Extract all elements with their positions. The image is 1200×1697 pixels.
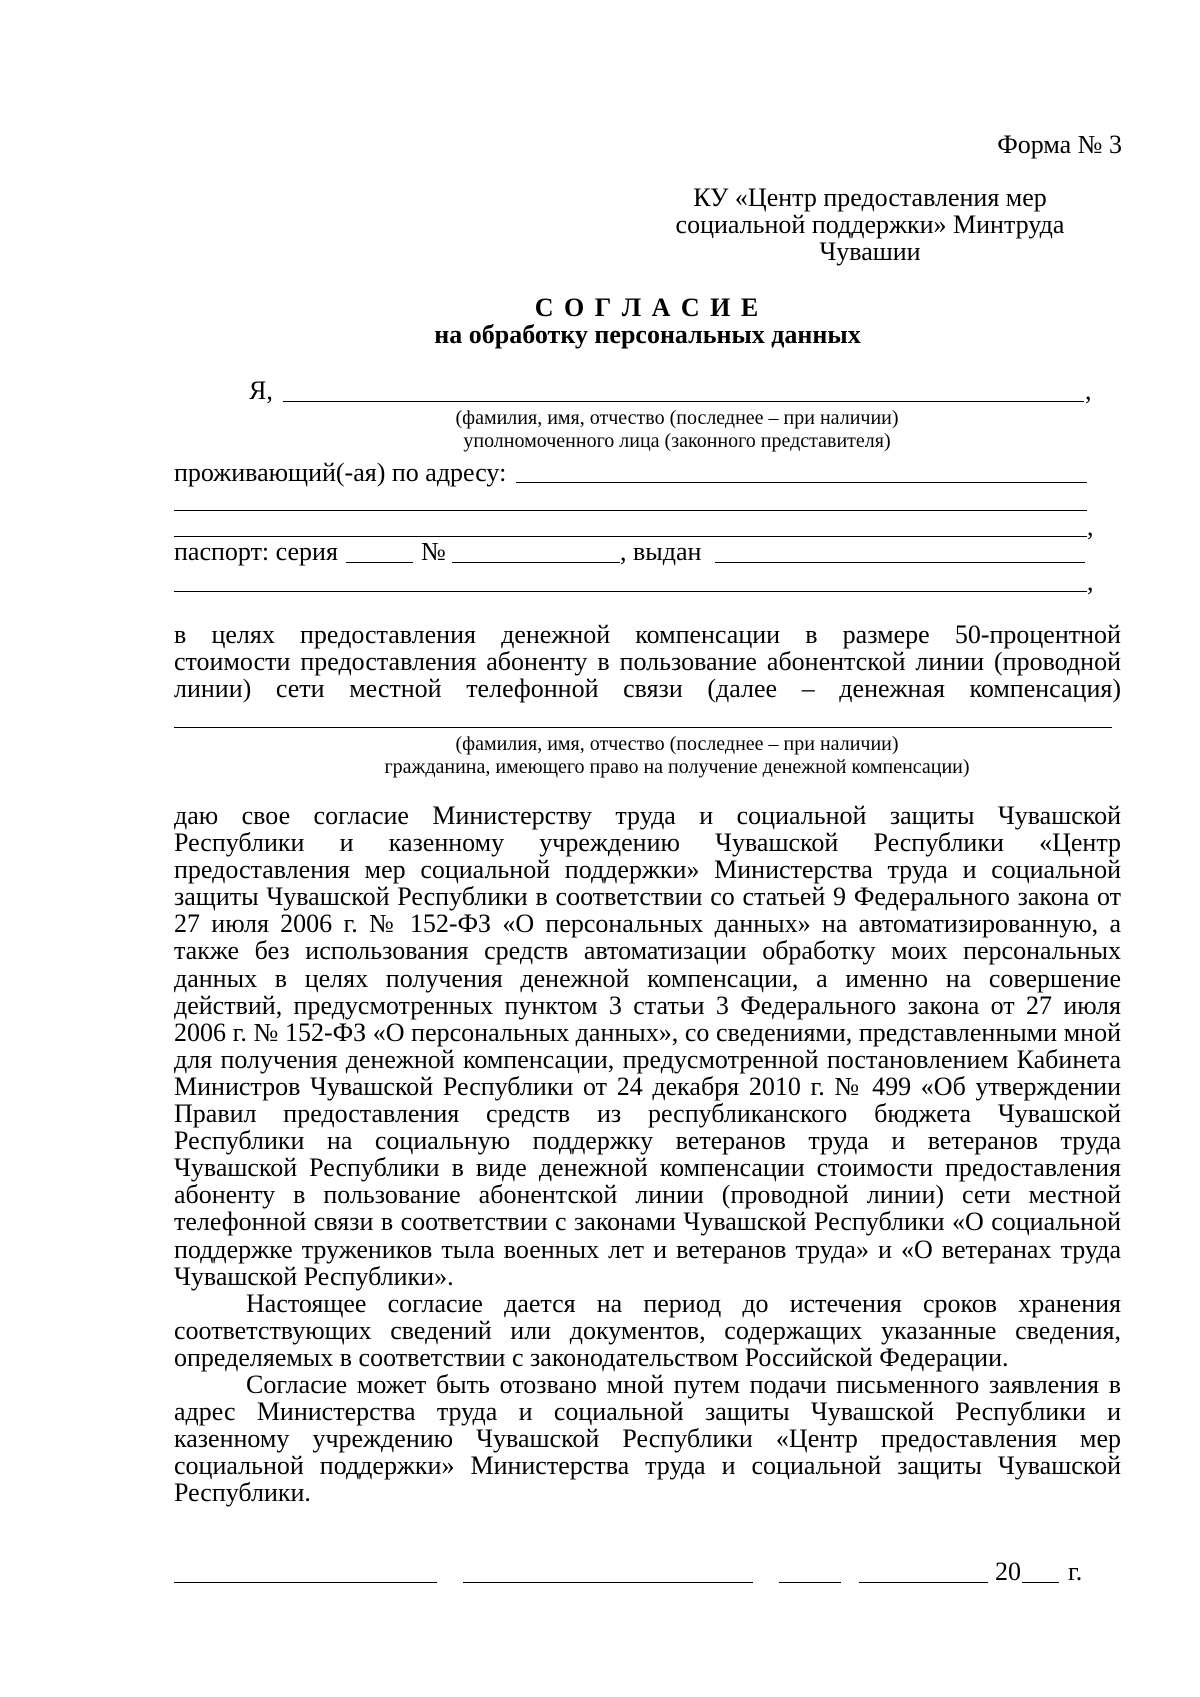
- purpose-word: в: [174, 620, 187, 649]
- address-field-1[interactable]: [516, 482, 1087, 483]
- year-suffix: г.: [1068, 1557, 1083, 1586]
- purpose-word: компенсации: [635, 620, 781, 649]
- passport-number-label: №: [421, 537, 446, 566]
- purpose-word: (далее: [707, 674, 778, 703]
- purpose-line-1: [174, 621, 1121, 648]
- purpose-word: предоставления: [299, 620, 476, 649]
- hint-representative-role: уполномоченного лица (законного представителя): [463, 430, 891, 452]
- address-field-2[interactable]: [174, 510, 1087, 511]
- purpose-word: –: [801, 674, 815, 703]
- purpose-word: сети: [275, 674, 325, 703]
- validity-paragraph: Настоящее согласие дается на период до истечения сроков хранения соответствующих сведений или документов, содержащих указанные сведения, определяемых в соответствии с законодательством Российской Федерации.: [174, 1288, 1121, 1372]
- consent-text-block: [174, 802, 1121, 1506]
- purpose-word: компенсация): [969, 674, 1121, 703]
- recipient-block: [620, 184, 1120, 265]
- document-subtitle: на обработку персональных данных: [434, 320, 861, 349]
- purpose-line-3: [174, 675, 1121, 702]
- date-month-field[interactable]: [859, 1582, 988, 1583]
- recipient-line-1: КУ «Центр предоставления мер: [693, 183, 1047, 212]
- revocation-paragraph: Согласие может быть отозвано мной путем подачи письменного заявления в адрес Министерства труда и социальной защиты Чувашской Республики и казенному учреждению Чувашской Республики «Центр предоставления мер социальной поддержки» Министерства труда и социальной защиты Чувашской Республики.: [174, 1369, 1121, 1508]
- document-title: С О Г Л А С И Е: [534, 293, 761, 322]
- passport-issued-label: , выдан: [620, 537, 702, 566]
- comma-mark: ,: [1087, 567, 1094, 596]
- passport-issued-by-field[interactable]: [715, 562, 1085, 563]
- date-day-field[interactable]: [779, 1582, 841, 1583]
- consent-paragraph: даю свое согласие Министерству труда и социальной защиты Чувашской Республики и казенному учреждению Чувашской Республики «Центр предоставления мер социальной поддержки» Министерства труда и социальной защиты Чувашской Республики в соответствии со статьей 9 Федерального закона от 27 июля 2006 г. № 152-ФЗ «О персональных данных» на автоматизированную, а также без использования средств автоматизации обработку моих персональных данных в целях получения денежной компенсации, а именно на совершение действий, предусмотренных пунктом 3 статьи 3 Федерального закона от 27 июля 2006 г. № 152-ФЗ «О персональных данных», со сведениями, представленными мной для получения денежной компенсации, предусмотренной постановлением Кабинета Министров Чувашской Республики от 24 декабря 2010 г. № 499 «Об утверждении Правил предоставления средств из республиканского бюджета Чувашской Республики на социальную поддержку ветеранов труда и ветеранов труда Чувашской Республики в виде денежной компенсации стоимости предоставления абоненту в пользование абонентской линии (проводной линии) сети местной телефонной связи в соответствии с законами Чувашской Республики «О социальной поддержке тружеников тыла военных лет и ветеранов труда» и «О ветеранах труда Чувашской Республики».: [174, 801, 1121, 1291]
- purpose-word: связи: [623, 674, 683, 703]
- purpose-word: линии): [174, 674, 252, 703]
- purpose-word: денежной: [501, 620, 611, 649]
- comma-mark: ,: [1085, 376, 1092, 405]
- comma-mark: ,: [1087, 512, 1094, 541]
- purpose-word: целях: [211, 620, 275, 649]
- signature-field[interactable]: [174, 1582, 437, 1583]
- purpose-word: местной: [349, 674, 442, 703]
- hint-citizen-role: гражданина, имеющего право на получение денежной компенсации): [384, 756, 970, 778]
- passport-series-field[interactable]: [346, 562, 413, 563]
- recipient-line-3: Чувашии: [819, 237, 921, 266]
- form-number: Форма № 3: [997, 130, 1122, 159]
- purpose-word: 50-процентной: [954, 620, 1121, 649]
- purpose-word: размере: [842, 620, 930, 649]
- signature-name-field[interactable]: [463, 1582, 753, 1583]
- i-label: Я,: [249, 376, 273, 405]
- hint-citizen-fio: (фамилия, имя, отчество (последнее – при наличии): [455, 733, 899, 755]
- purpose-word: телефонной: [466, 674, 599, 703]
- citizen-name-field[interactable]: [174, 727, 1112, 728]
- passport-issued-by-field-2[interactable]: [174, 591, 1087, 592]
- purpose-word: денежная: [839, 674, 945, 703]
- passport-number-field[interactable]: [452, 562, 620, 563]
- passport-series-label: паспорт: серия: [174, 537, 338, 566]
- hint-representative-fio: (фамилия, имя, отчество (последнее – при наличии): [455, 407, 899, 429]
- date-year-field[interactable]: [1022, 1582, 1059, 1583]
- recipient-line-2: социальной поддержки» Минтруда: [675, 210, 1065, 239]
- purpose-line-2: стоимости предоставления абоненту в пользование абонентской линии (проводной: [174, 647, 1121, 676]
- year-prefix: 20: [995, 1557, 1021, 1586]
- purpose-word: в: [805, 620, 818, 649]
- representative-name-field[interactable]: [283, 401, 1084, 402]
- address-label: проживающий(-ая) по адресу:: [174, 458, 507, 487]
